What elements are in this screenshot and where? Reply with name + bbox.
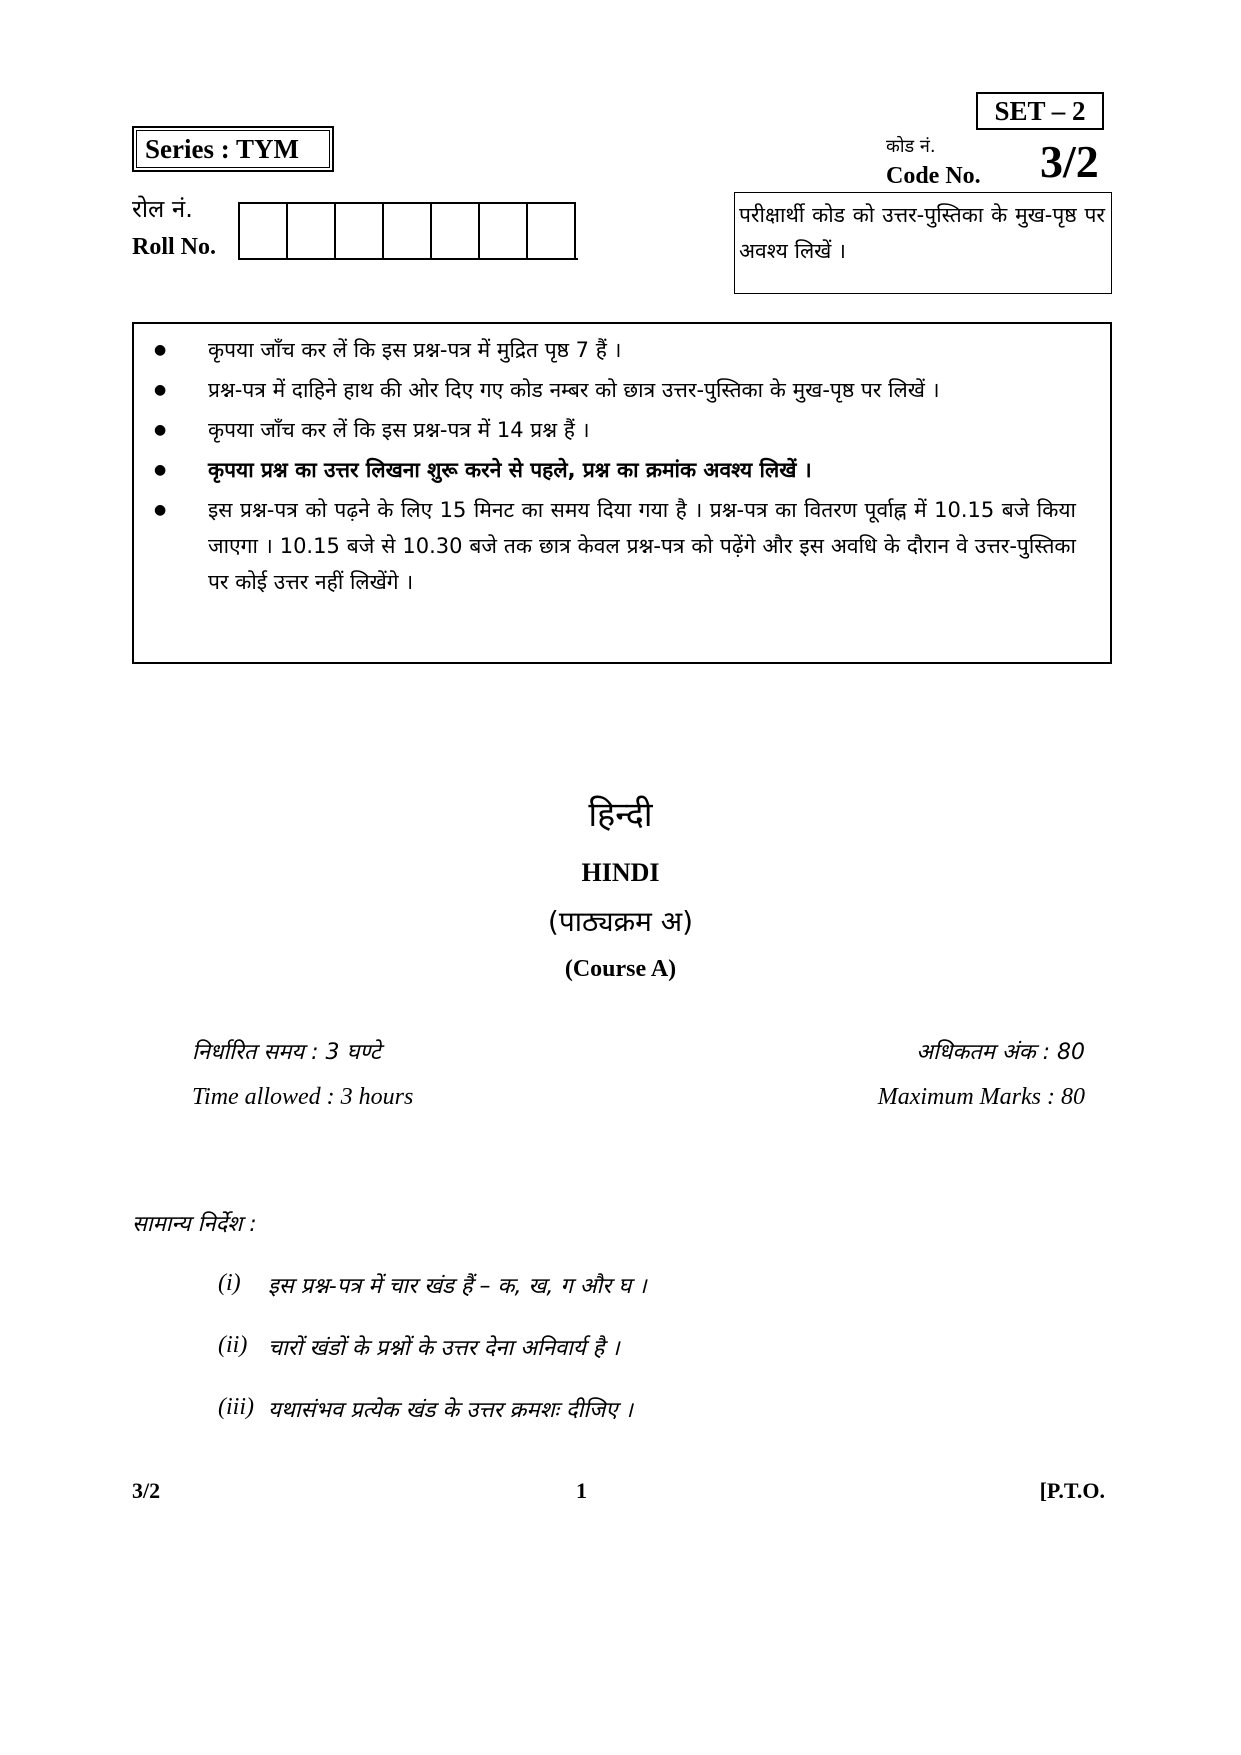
instruction-item: ● कृपया जाँच कर लें कि इस प्रश्न-पत्र में मुद्रित पृष्ठ 7 हैं । xyxy=(154,332,1076,368)
pto-label: [P.T.O. xyxy=(1039,1478,1105,1503)
course-en: (Course A) xyxy=(564,956,677,982)
series-label: Series : TYM xyxy=(136,130,330,168)
roll-box[interactable] xyxy=(526,204,574,258)
item-number: (i) xyxy=(218,1270,241,1296)
instruction-item: ● कृपया जाँच कर लें कि इस प्रश्न-पत्र में 14 प्रश्न हैं । xyxy=(154,412,1076,448)
code-label-en: Code No. xyxy=(886,163,981,189)
item-number: (iii) xyxy=(218,1394,254,1420)
item-text: इस प्रश्न-पत्र में चार खंड हैं – क, ख, ग और घ । xyxy=(268,1274,647,1299)
set-label: SET – 2 xyxy=(976,92,1104,130)
course-hi: (पाठ्यक्रम अ) xyxy=(547,905,694,938)
code-label-hi: कोड नं. xyxy=(886,136,936,157)
roll-box[interactable] xyxy=(478,204,526,258)
instructions-box xyxy=(132,322,1112,664)
instruction-item: ● इस प्रश्न-पत्र को पढ़ने के लिए 15 मिनट का समय दिया गया है । प्रश्न-पत्र का वितरण पूर्वाह्न में 10.15 बजे किया जाएगा । 10.15 बजे से 10.30 बजे तक छात्र केवल प्रश्न-पत्र को पढ़ेंगे और इस अवधि के दौरान वे उत्तर-पुस्तिका पर कोई उत्तर नहीं लिखेंगे । xyxy=(154,492,1076,600)
roll-box[interactable] xyxy=(286,204,334,258)
roll-box[interactable] xyxy=(334,204,382,258)
code-note-box: परीक्षार्थी कोड को उत्तर-पुस्तिका के मुख-पृष्ठ पर अवश्य लिखें । xyxy=(734,192,1112,294)
time-allowed-en: Time allowed : 3 hours xyxy=(192,1084,414,1110)
general-instruction-item xyxy=(218,1332,1018,1394)
roll-box[interactable] xyxy=(238,204,286,258)
max-marks-hi: अधिकतम अंक : 80 xyxy=(916,1040,1085,1065)
general-instruction-item xyxy=(218,1270,1018,1332)
footer-code: 3/2 xyxy=(132,1478,161,1503)
roll-label-hi: रोल नं. xyxy=(132,195,193,223)
series-box xyxy=(132,126,334,172)
subject-title-en: HINDI xyxy=(581,858,660,887)
item-text: चारों खंडों के प्रश्नों के उत्तर देना अनिवार्य है । xyxy=(268,1336,620,1361)
item-text: यथासंभव प्रत्येक खंड के उत्तर क्रमशः दीजिए । xyxy=(268,1398,633,1423)
roll-label-en: Roll No. xyxy=(132,234,216,260)
max-marks-en: Maximum Marks : 80 xyxy=(877,1084,1085,1110)
page-number: 1 xyxy=(576,1478,587,1503)
item-number: (ii) xyxy=(218,1332,248,1358)
general-instructions-list xyxy=(218,1270,1018,1456)
instruction-item: ● कृपया प्रश्न का उत्तर लिखना शुरू करने से पहले, प्रश्न का क्रमांक अवश्य लिखें । xyxy=(154,452,1076,488)
roll-box[interactable] xyxy=(382,204,430,258)
roll-box[interactable] xyxy=(430,204,478,258)
instruction-item: ● प्रश्न-पत्र में दाहिने हाथ की ओर दिए गए कोड नम्बर को छात्र उत्तर-पुस्तिका के मुख-पृष्ठ पर लिखें । xyxy=(154,372,1076,408)
time-allowed-hi: निर्धारित समय : 3 घण्टे xyxy=(192,1040,381,1065)
general-instruction-item xyxy=(218,1394,1018,1456)
subject-title-hi: हिन्दी xyxy=(588,795,653,835)
roll-underline xyxy=(238,258,578,260)
code-value: 3/2 xyxy=(1040,136,1099,187)
roll-number-boxes[interactable] xyxy=(238,202,576,258)
general-instructions-title: सामान्य निर्देश : xyxy=(132,1212,257,1237)
